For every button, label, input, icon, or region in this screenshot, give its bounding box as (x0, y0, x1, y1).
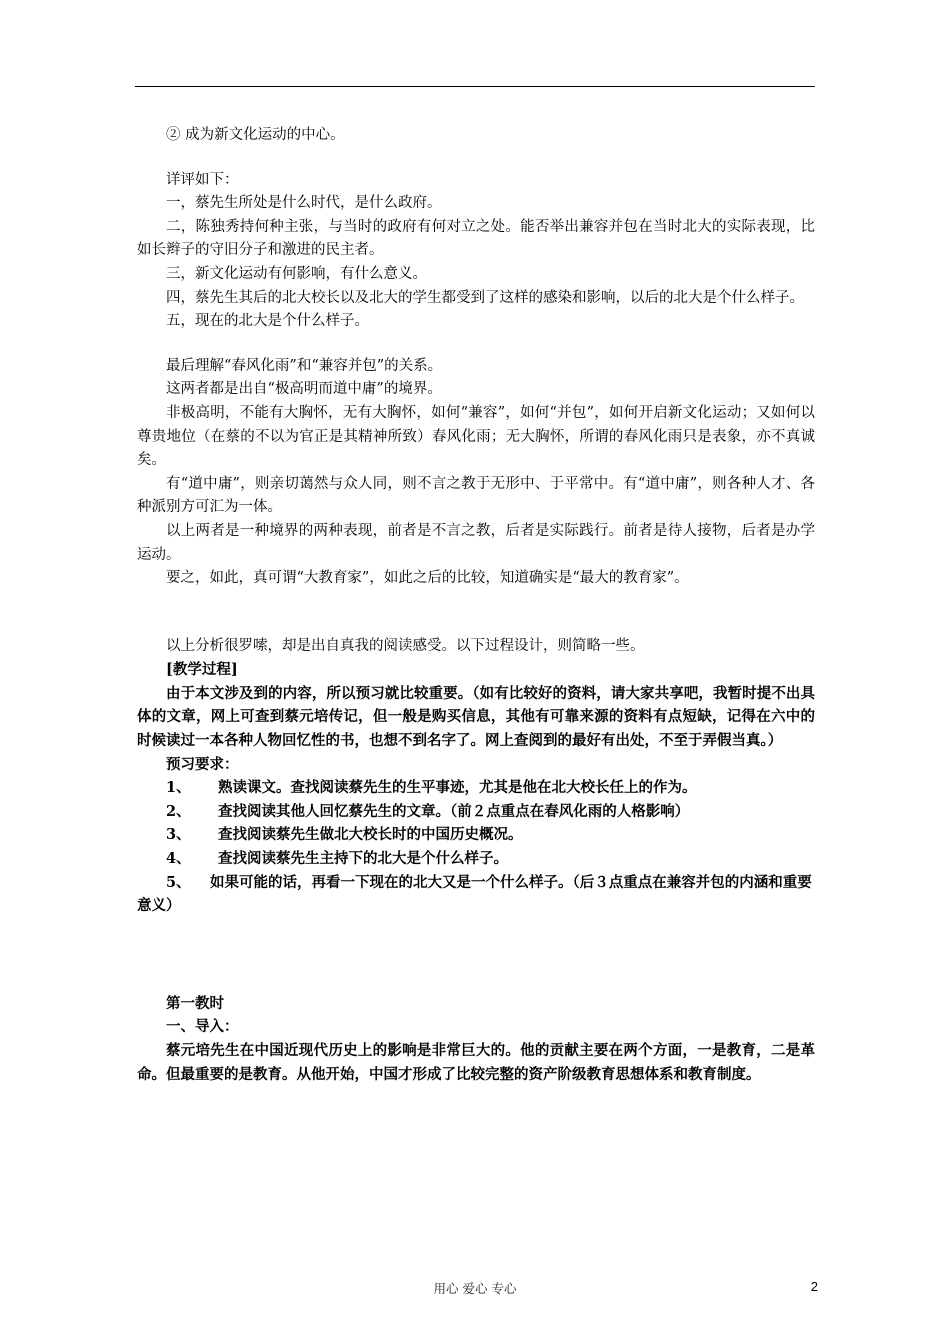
paragraph: 要之，如此，真可谓“大教育家”，如此之后的比较，知道确实是“最大的教育家”。 (166, 570, 689, 587)
preview-note: 由于本文涉及到的内容，所以预习就比较重要。（如有比较好的资料，请大家共享吧，我暂时提不出具体的文章，网上可查到蔡元培传记，但一般是购买信息，其他有可靠来源的资料有点短缺，记得在六中的时候读过一本各种人物回忆性的书，也想不到名字了。网上查阅到的最好有出处，不至于弄假当真。） (137, 684, 815, 750)
paragraph: 五，现在的北大是个什么样子。 (166, 313, 369, 330)
paragraph: 二，陈独秀持何种主张，与当时的政府有何对立之处。能否举出兼容并包在当时北大的实际表现，比如长辫子的守旧分子和激进的民主者。 (137, 218, 815, 259)
list-number: 1、 (166, 779, 191, 797)
list-text: 查找阅读其他人回忆蔡先生的文章。（前２点重点在春风化雨的人格影响） (218, 802, 690, 820)
paragraph: 这两者都是出自“极高明而道中庸”的境界。 (166, 381, 442, 398)
list-text: 如果可能的话，再看一下现在的北大又是一个什么样子。（后３点重点在兼容并包的内涵和重要意义） (137, 873, 812, 915)
header-rule (135, 86, 815, 87)
paragraph: 以上两者是一种境界的两种表现，前者是不言之教，后者是实际践行。前者是待人接物，后者是办学运动。 (137, 522, 815, 563)
paragraph: 非极高明，不能有大胸怀，无有大胸怀，如何“兼容”，如何“并包”，如何开启新文化运动；又如何以尊贵地位（在蔡的不以为官正是其精神所致）春风化雨；无大胸怀，所谓的春风化雨只是表象，亦不真诚矣。 (137, 404, 815, 469)
list-text: 查找阅读蔡先生做北大校长时的中国历史概况。 (218, 826, 523, 844)
list-number: 5、 (166, 873, 191, 891)
footer-slogan: 用心 爱心 专心 (433, 1281, 517, 1296)
list-number: 4、 (166, 850, 191, 868)
list-item (137, 871, 815, 918)
paragraph: 有“道中庸”，则亲切蔼然与众人同，则不言之教于无形中、于平常中。有“道中庸”，则各种人才、各种派别方可汇为一体。 (137, 475, 815, 516)
list-text: 熟读课文。查找阅读蔡先生的生平事迹，尤其是他在北大校长任上的作为。 (218, 779, 697, 797)
paragraph: 以上分析很罗嗦，却是出自真我的阅读感受。以下过程设计，则简略一些。 (166, 637, 645, 654)
list-number: 3、 (166, 826, 191, 844)
section-title: [教学过程] (166, 661, 238, 679)
list-item (137, 800, 815, 824)
paragraph: ② 成为新文化运动的中心。 (166, 127, 345, 143)
intro-heading: 一、导入： (166, 1018, 239, 1036)
page-number: 2 (810, 1279, 818, 1294)
list-item (137, 847, 815, 871)
paragraph: 一，蔡先生所处是什么时代，是什么政府。 (166, 195, 442, 212)
list-text: 查找阅读蔡先生主持下的北大是个什么样子。 (218, 850, 508, 868)
paragraph: 四，蔡先生其后的北大校长以及北大的学生都受到了这样的感染和影响，以后的北大是个什么样子。 (166, 289, 804, 306)
list-number: 2、 (166, 802, 191, 820)
preview-heading: 预习要求： (166, 755, 239, 773)
list-item (137, 776, 815, 800)
paragraph: 详评如下： (166, 171, 239, 188)
paragraph: 三，新文化运动有何影响，有什么意义。 (166, 265, 427, 282)
paragraph: 最后理解“春风化雨”和“兼容并包”的关系。 (166, 357, 443, 374)
document-body (137, 124, 815, 1086)
intro-text: 蔡元培先生在中国近现代历史上的影响是非常巨大的。他的贡献主要在两个方面，一是教育，二是革命。但最重要的是教育。从他开始，中国才形成了比较完整的资产阶级教育思想体系和教育制度。 (137, 1042, 815, 1083)
list-item (137, 823, 815, 847)
lesson-title: 第一教时 (166, 994, 224, 1012)
